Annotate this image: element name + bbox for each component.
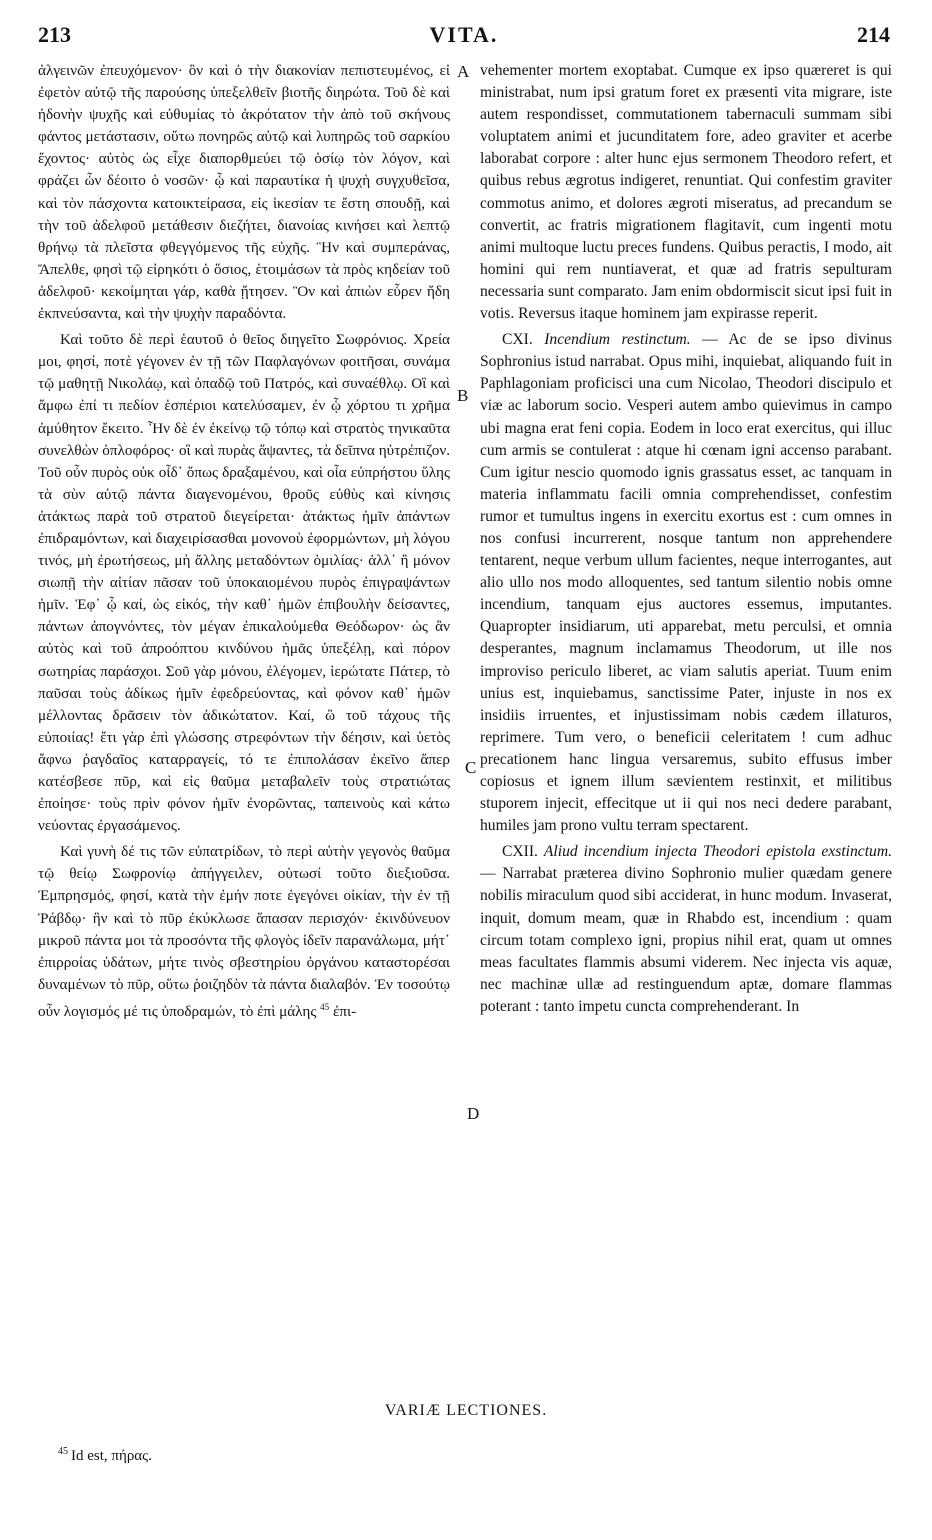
greek-column xyxy=(38,60,450,1023)
latin-paragraph-1: vehementer mortem exoptabat. Cumque ex ipso quæreret is qui ministrabat, num ipsi gratum foret ex præsenti vita migrare, iste autem respondisset, commutationem tabernaculi summam sibi voluptatem animi et jucunditatem fore, adeo graviter et acerbe laborabat corpore : alter hunc ejus sermonem Theodoro refert, et quibus rebus ægrotus indigeret, renuntiat. Qui confestim graviter commotus animo, et dolores ægroti miseratus, ad precandum se convertit, ac fratris migrationem flagitavit, cum ingenti motu animi multoque luctu preces fundens. Quibus peractis, I modo, ait homini qui rem nuntiaverat, et quæ ad fratris sepulturam necessaria sunt comparato. Jam enim obdormiscit sicut ipsi fuit in votis. Reversus itaque hominem jam expirasse reperit. xyxy=(480,62,892,323)
greek-paragraph-3 xyxy=(38,841,450,1023)
right-page-number: 214 xyxy=(857,22,890,47)
latin-column xyxy=(480,60,892,1018)
greek-paragraph-3-text: Καὶ γυνὴ δέ τις τῶν εὐπατρίδων, τὸ περὶ αὐτὴν γεγονὸς θαῦμα τῷ θείῳ Σωφρονίῳ ἀπήγγειλεν, οὑτωσί τοῦτο διεξιοῦσα. Ἐμπρησμός, φησί, κατὰ τὴν ἐμήν ποτε ἐγεγόνει οἰκίαν, τὴν ἐν τῇ Ῥάβδῳ· ἣν καὶ τὸ πῦρ ἐκύκλωσε ἅπασαν περισχόν· ἐκινδύνευον μικροῦ πάντα μοι τὰ προσόντα τῆς φλογὸς ἰδεῖν παρανάλωμα, μήτ᾽ ἐπιρροίας ὑδάτων, μήτε τινὸς σβεστηρίου ὀργάνου καταστορέσαι δυναμένων τὸ πῦρ, οὕτω ῥοιζηδὸν τὰ πάντα διαλαβόν. Ἐν τοσούτῳ οὖν λογισμός μέ τις ὑποδραμών, τὸ ἐπὶ μάλης xyxy=(38,843,450,1020)
footnote-reference: 45 xyxy=(320,1001,330,1012)
greek-paragraph-3-end: ἐπι- xyxy=(332,1003,357,1020)
chapter-112 xyxy=(480,841,892,1018)
margin-letter-d: D xyxy=(467,1104,480,1123)
footnote-number: 45 xyxy=(58,1446,68,1457)
chapter-112-text: — Narrabat præterea divino Sophronio mulier quædam genere nobilis miraculum quod sibi acciderat, in hunc modum. Invaserat, inquit, domum meam, quæ in Rhabdo est, incendium : quam circum totam complexo igni, propius nihil erat, quam ut omnes meas facultates flammis absumi viderem. Nec injecta vis aquæ, nec machinæ ullæ ad restinguendum aptæ, domare flammas poterant : tanto impetu cuncta comprehenderant. In xyxy=(480,865,892,1015)
chapter-111-number: CXI. xyxy=(502,331,533,349)
footnote-text: Id est, πήρας. xyxy=(71,1448,152,1464)
footnote xyxy=(58,1446,152,1465)
chapter-111-title: Incendium restinctum. xyxy=(544,331,691,349)
margin-letter-c: C xyxy=(465,758,477,777)
greek-paragraph-1: ἀλγεινῶν ἐπευχόμενον· ὃν καὶ ὁ τὴν διακονίαν πεπιστευμένος, εἰ ἐφετὸν αὐτῷ τῆς παρούσης ὑπεξελθεῖν βιοτῆς διηρώτα. Τοῦ δὲ καὶ ἡδονὴν ψυχῆς καὶ εὐθυμίας τὸ ἀκρότατον τὴν ἀπὸ τοῦ σκήνους φάντος μετάστασιν, οὕτω πονηρῶς αὐτῷ καὶ λυπηρῶς τοῦ σαρκίου ἔχοντος· αὐτὸς ὡς εἶχε διαπορθμεύει τῷ ὁσίῳ τὸν λόγον, καὶ φράζει ὧν δέοιτο ὁ νοσῶν· ᾧ καὶ παραυτίκα ἡ ψυχὴ συγχυθεῖσα, καὶ τὸν πάσχοντα κατοικτείρασα, εἰς ἱκεσίαν τε ἔστη σπουδῇ, καὶ τὴν τοῦ ἀδελφοῦ μετάθεσιν διεζήτει, διανοίας κινήσει καὶ λεπτῷ θρήνῳ τὰ πλεῖστα φθεγγόμενος τῆς εὐχῆς. Ἣν καὶ συμπεράνας, Ἄπελθε, φησὶ τῷ εἰρηκότι ὁ ὅσιος, ἑτοιμάσων τὰ πρὸς κηδείαν τοῦ ἀδελφοῦ· κεκοίμηται γάρ, καθὰ ᾔτησεν. Ὃν καὶ ἀπιὼν εὗρεν ἤδη ἐκπνεύσαντα, καὶ τὴν ψυχὴν παραδόντα. xyxy=(38,62,450,323)
left-page-number: 213 xyxy=(38,22,71,47)
running-title: VITA. xyxy=(429,22,499,47)
greek-paragraph-2: Καὶ τοῦτο δὲ περὶ ἑαυτοῦ ὁ θεῖος διηγεῖτο Σωφρόνιος. Χρεία μοι, φησί, ποτὲ γέγονεν ἐν τῇ τῶν Παφλαγόνων φοιτῆσαι, συνάμα τῷ μαθητῇ Νικολάῳ, καὶ ὀπαδῷ τοῦ Πατρός, καὶ συναέθλῳ. Οἳ καὶ ἄμφω ἐπί τι πεδίον ἑσπέριοι κατελύσαμεν, ἐν ᾧ χόρτου τι χρῆμα ἀμύθητον ἔκειτο. Ἦν δὲ ἐν ἐκείνῳ τῷ τόπῳ καὶ στρατὸς τηνικαῦτα συνελθὼν ὁπλοφόρος· οἳ καὶ πυρὰς ἅψαντες, τὰ δεῖπνα ηὐτρέπιζον. Τοῦ οὖν πυρὸς οὐκ οἶδ᾽ ὅπως δραξαμένου, καὶ οἷα εὐπρήστου ὕλης τὰ σὺν αὐτῷ πάντα διαγενομένου, θροῦς εὐθὺς καὶ κίνησις ἀτάκτως παρὰ τοῦ στρατοῦ διεγείρεται· ἀτάκτως ἡμῖν ἁπάντων ἐπιδραμόντων, καὶ διαχειρίσασθαι μονονοὺ ἐφορμώντων, μὴ λόγου τινός, μὴ ἐρωτήσεως, μὴ ἄλλης μεταδόντων ὁμιλίας· ἀλλ᾽ ἢ μόνον σιωπῇ τὴν αἰτίαν πᾶσαν τοῦ ὑποκαιομένου πυρὸς ἐπιγραψάντων ἡμῖν. Ἐφ᾽ ᾧ καί, ὡς εἰκός, τὴν καθ᾽ ἡμῶν ἐπιβουλὴν δείσαντες, πάντων ἀπογνόντες, τὸν μέγαν ἐπικαλούμεθα Θεόδωρον· ὡς ἂν αὐτὸς καὶ τοῦ ἀπροόπτου κινδύνου ἡμᾶς ὑπεξέλῃ, καὶ πόρον σωτηρίας παράσχοι. Σοῦ γὰρ μόνου, ἐλέγομεν, ἱερώτατε Πάτερ, τὸ παῦσαι τοὺς ἀδίκως ἡμῖν ἐφεδρεύοντας, καὶ φόνον καθ᾽ ἡμῶν μέλλοντας δρᾶσειν τὸν ἀδικώτατον. Καί, ὢ τοῦ τάχους τῆς εὐποιίας! ἔτι γὰρ ἐπὶ γλώσσης στρεφόντων τὴν δέησιν, καὶ ὑετὸς ἄφνω ῥαγδαῖος καταρραγείς, τό τε ἐπιπολάσαν ἐκεῖνο ἅπερ κατέσβεσε πῦρ, καὶ εἰς θαῦμα μεταβαλεῖν τοὺς στρατιώτας ἐποίησε· τοὺς πρὶν φόνον ἡμῖν ἐνορῶντας, ταπεινοὺς καὶ κάτω νεύοντας ἐργασάμενος. xyxy=(38,331,450,835)
variae-lectiones-heading: VARIÆ LECTIONES. xyxy=(384,1402,548,1419)
chapter-112-title: Aliud incendium injecta Theodori epistola exstinctum. xyxy=(543,843,892,861)
page-header xyxy=(38,22,890,52)
chapter-111-text: — Ac de se ipso divinus Sophronius istud narrabat. Opus mihi, inquiebat, aliquando fuit in Paphlagoniam proficisci una cum Nicolao, Theodori discipulo et viæ ac laborum socio. Vesperi autem ambo quievimus in campo ubi magna erat feni copia. Eodem in loco erat exercitus, qui illuc cum armis se contulerat : atque hi cœnam igni accenso parabant. Cum igitur nescio quomodo ignis grassatus esset, ac tanquam in materia inflammatu facili omnia comprehendisset, confestim rumor et tumultus ingens in exercitu exortus est : cum omnes in nos confusi incurrerent, nosque tantum non apprehendere tentarent, neque verbum ullum facientes, neque interrogantes, aut alio ullo nos modo alloquentes, sed tantum silentio nobis omne incendium, tanquam ejus auctores essemus, imputantes. Quapropter insidiarum, uti apparebat, metu perculsi, et omnia desperantes, magnum inclamamus Theodorum, ut ille nos improviso periculo liberet, ac viam salutis aperiat. Tuum enim unius est, inquiebamus, sanctissime Pater, injuste in nos ex insidiis irruentes, et injustissimam nobis cædem illaturos, reprimere. Tum vero, o beneficii celeritatem ! cum adhuc precationem hanc lingua versaremus, subito effusus imber copiosus et ignem illum sævientem restinxit, et militibus stuporem injecit, effecitque ut ii qui nos neci dedere parabant, humiles jam prono vultu terram spectarent. xyxy=(480,331,892,835)
chapter-112-number: CXII. xyxy=(502,843,538,861)
margin-letter-a: A xyxy=(457,62,470,81)
chapter-111 xyxy=(480,329,892,837)
margin-letter-b: B xyxy=(457,386,469,405)
